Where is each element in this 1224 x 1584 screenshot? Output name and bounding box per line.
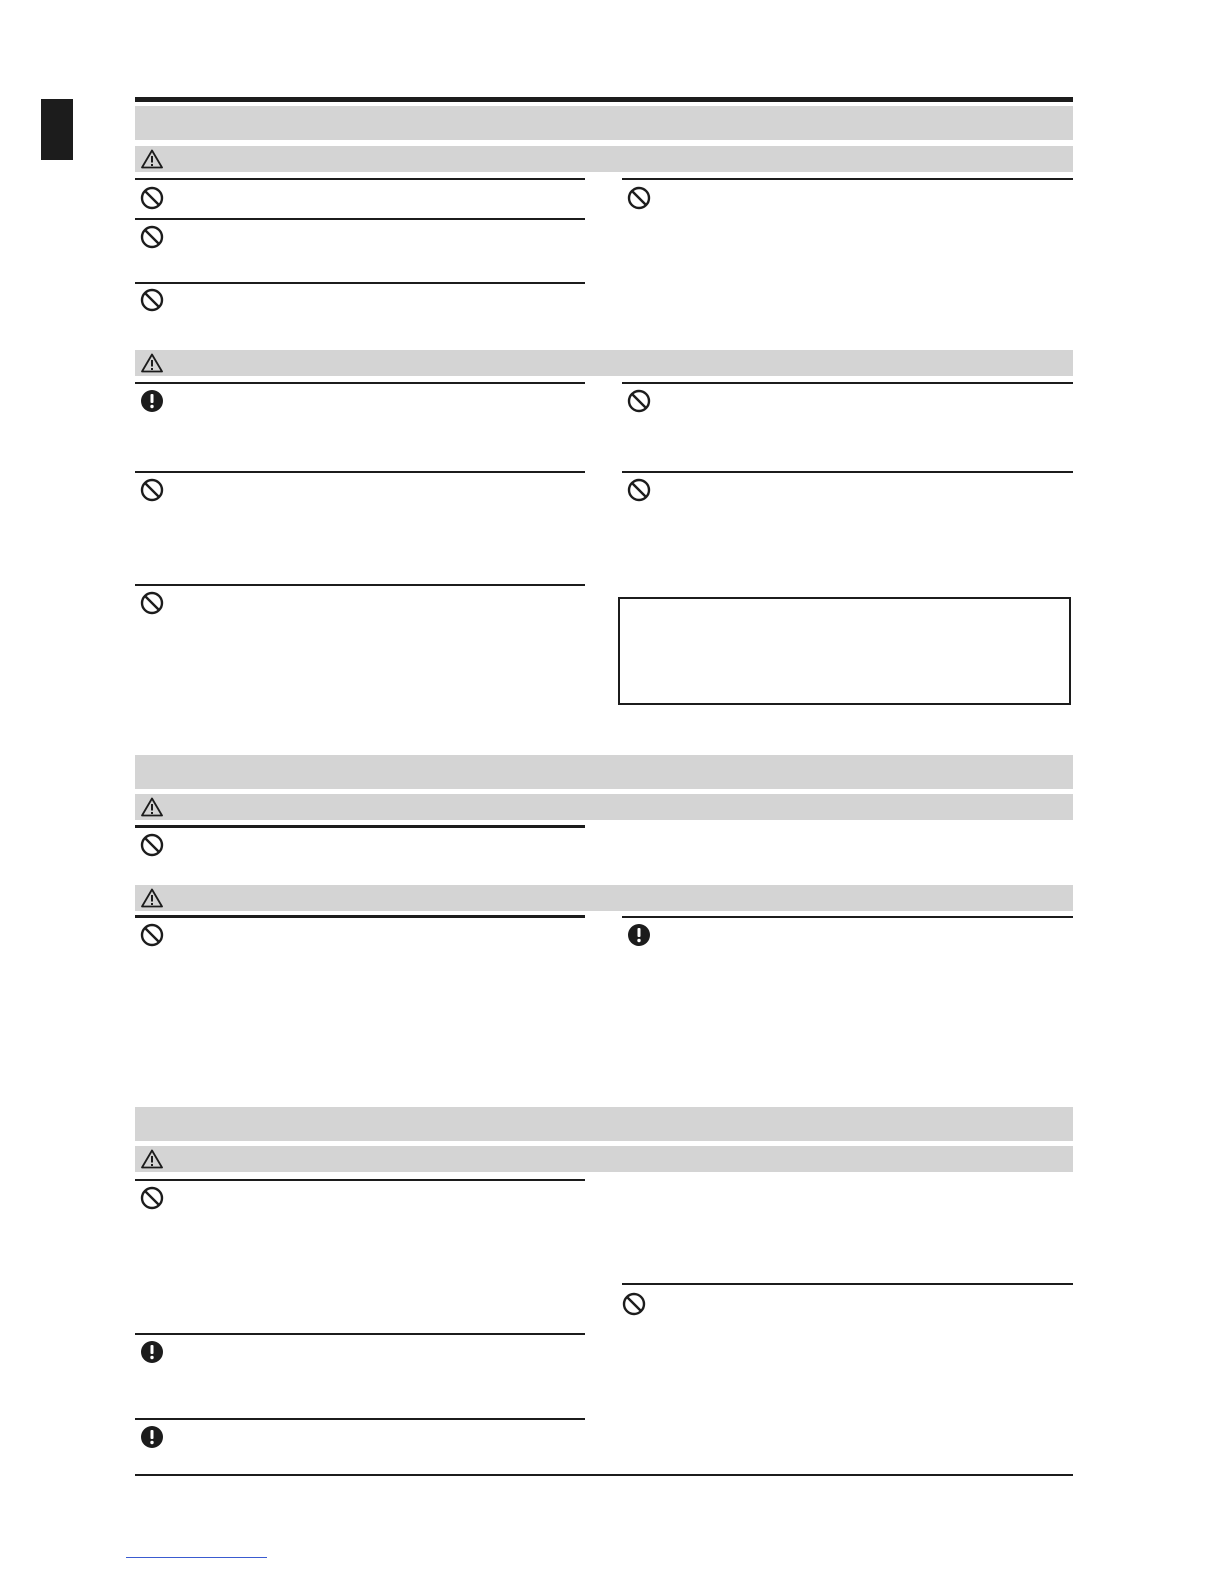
- mandatory-exclamation-icon: [140, 1340, 164, 1364]
- mandatory-exclamation-icon: [627, 923, 651, 947]
- section-2-heading-band: [135, 755, 1073, 789]
- mandatory-exclamation-icon: [140, 1425, 164, 1449]
- prohibited-circle-icon: [140, 591, 164, 615]
- warning-triangle-icon: [141, 353, 163, 373]
- item-divider: [135, 382, 585, 384]
- warning-triangle-icon: [141, 1149, 163, 1169]
- prohibited-circle-icon: [140, 478, 164, 502]
- prohibited-circle-icon: [140, 225, 164, 249]
- section-1-heading-band: [135, 106, 1073, 140]
- mandatory-exclamation-icon: [140, 389, 164, 413]
- item-divider: [135, 584, 585, 586]
- section-1-caution-band: [135, 350, 1073, 376]
- item-divider: [622, 471, 1073, 473]
- note-box: [618, 597, 1071, 705]
- prohibited-circle-icon: [627, 186, 651, 210]
- top-rule: [135, 97, 1073, 102]
- prohibited-circle-icon: [140, 288, 164, 312]
- bottom-rule: [135, 1474, 1073, 1476]
- item-divider: [622, 382, 1073, 384]
- prohibited-circle-icon: [140, 833, 164, 857]
- item-divider: [622, 178, 1073, 180]
- section-3-heading-band: [135, 1107, 1073, 1141]
- warning-triangle-icon: [141, 149, 163, 169]
- side-tab-marker: [41, 99, 73, 160]
- item-divider: [135, 218, 585, 220]
- prohibited-circle-icon: [140, 1186, 164, 1210]
- prohibited-circle-icon: [140, 923, 164, 947]
- prohibited-circle-icon: [627, 389, 651, 413]
- section-2-warning-band: [135, 794, 1073, 820]
- item-divider: [135, 825, 585, 828]
- item-divider: [135, 282, 585, 284]
- item-divider: [135, 915, 585, 918]
- item-divider: [135, 1418, 585, 1420]
- prohibited-circle-icon: [622, 1292, 646, 1316]
- warning-triangle-icon: [141, 888, 163, 908]
- section-1-warning-band: [135, 146, 1073, 172]
- item-divider: [135, 178, 585, 180]
- item-divider: [135, 1333, 585, 1335]
- prohibited-circle-icon: [627, 478, 651, 502]
- warning-triangle-icon: [141, 797, 163, 817]
- item-divider: [622, 1283, 1073, 1285]
- footer-underline: [126, 1557, 267, 1558]
- section-3-warning-band: [135, 1146, 1073, 1172]
- item-divider: [135, 471, 585, 473]
- item-divider: [622, 916, 1073, 918]
- section-2-caution-band: [135, 885, 1073, 911]
- prohibited-circle-icon: [140, 186, 164, 210]
- item-divider: [135, 1179, 585, 1181]
